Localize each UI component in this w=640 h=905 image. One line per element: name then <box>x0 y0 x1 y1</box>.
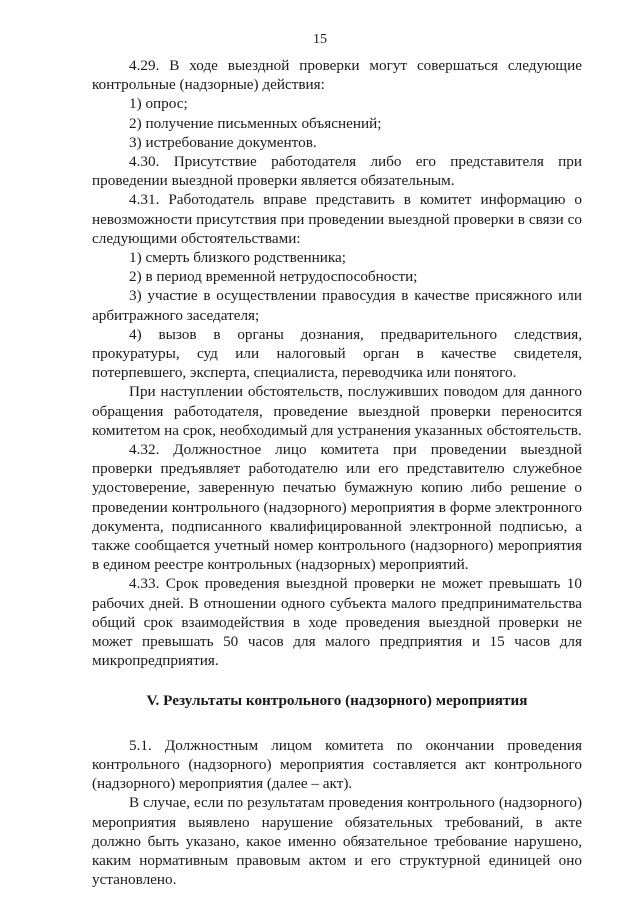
list-item-relative-death: 1) смерть близкого родственника; <box>129 249 346 267</box>
list-item-jury-participation: 3) участие в осуществлении правосудия в качестве присяжного или арбитражного заседателя; <box>92 287 582 324</box>
section-heading: V. Результаты контрольного (надзорного) мероприятия <box>146 691 528 709</box>
paragraph-4-32: 4.32. Должностное лицо комитета при проведении выездной проверки предъявляет работодателю или его представителю служебное удостоверение, заверенную печатью бумажную копию либо решение о проведении контрольного (надзорного) мероприятия в форме электронного документа, подписанного квалифицированной электронной подписью, а также сообщается учетный номер контрольного (надзорного) мероприятия в едином реестре контрольных (надзорных) мероприятий. <box>92 441 582 574</box>
page-number: 15 <box>313 32 327 47</box>
list-item-document-request: 3) истребование документов. <box>129 133 317 151</box>
paragraph-4-29: 4.29. В ходе выездной проверки могут совершаться следующие контрольные (надзорные) действия: <box>92 57 582 94</box>
list-item-written-explanations: 2) получение письменных объяснений; <box>129 114 382 132</box>
paragraph-violation-case: В случае, если по результатам проведения контрольного (надзорного) мероприятия выявлено нарушение обязательных требований, в акте должно быть указано, какое именно обязательное требование нарушено, каким нормативным правовым актом и его структурной единицей оно установлено. <box>92 794 582 889</box>
document-body <box>92 56 582 889</box>
paragraph-4-33: 4.33. Срок проведения выездной проверки не может превышать 10 рабочих дней. В отношении одного субъекта малого предпринимательства общий срок взаимодействия в ходе проведения выездной проверки не может превышать 50 часов для малого предприятия и 15 часов для микропредприятия. <box>92 575 582 670</box>
paragraph-4-31: 4.31. Работодатель вправе представить в комитет информацию о невозможности присутствия при проведении выездной проверки в связи со следующими обстоятельствами: <box>92 191 582 247</box>
list-item-disability: 2) в период временной нетрудоспособности; <box>129 268 418 286</box>
paragraph-postponement: При наступлении обстоятельств, послуживших поводом для данного обращения работодателя, проведение выездной проверки переносится комитетом на срок, необходимый для устранения указанных обстоятельств. <box>92 383 582 439</box>
list-item-survey: 1) опрос; <box>129 95 188 113</box>
paragraph-5-1: 5.1. Должностным лицом комитета по окончании проведения контрольного (надзорного) мероприятия составляется акт контрольного (надзорного) мероприятия (далее – акт). <box>92 736 582 793</box>
list-item-summons: 4) вызов в органы дознания, предварительного следствия, прокуратуры, суд или налоговый орган в качестве свидетеля, потерпевшего, эксперта, специалиста, переводчика или понятого. <box>92 325 582 382</box>
paragraph-4-30: 4.30. Присутствие работодателя либо его представителя при проведении выездной проверки является обязательным. <box>92 153 582 190</box>
